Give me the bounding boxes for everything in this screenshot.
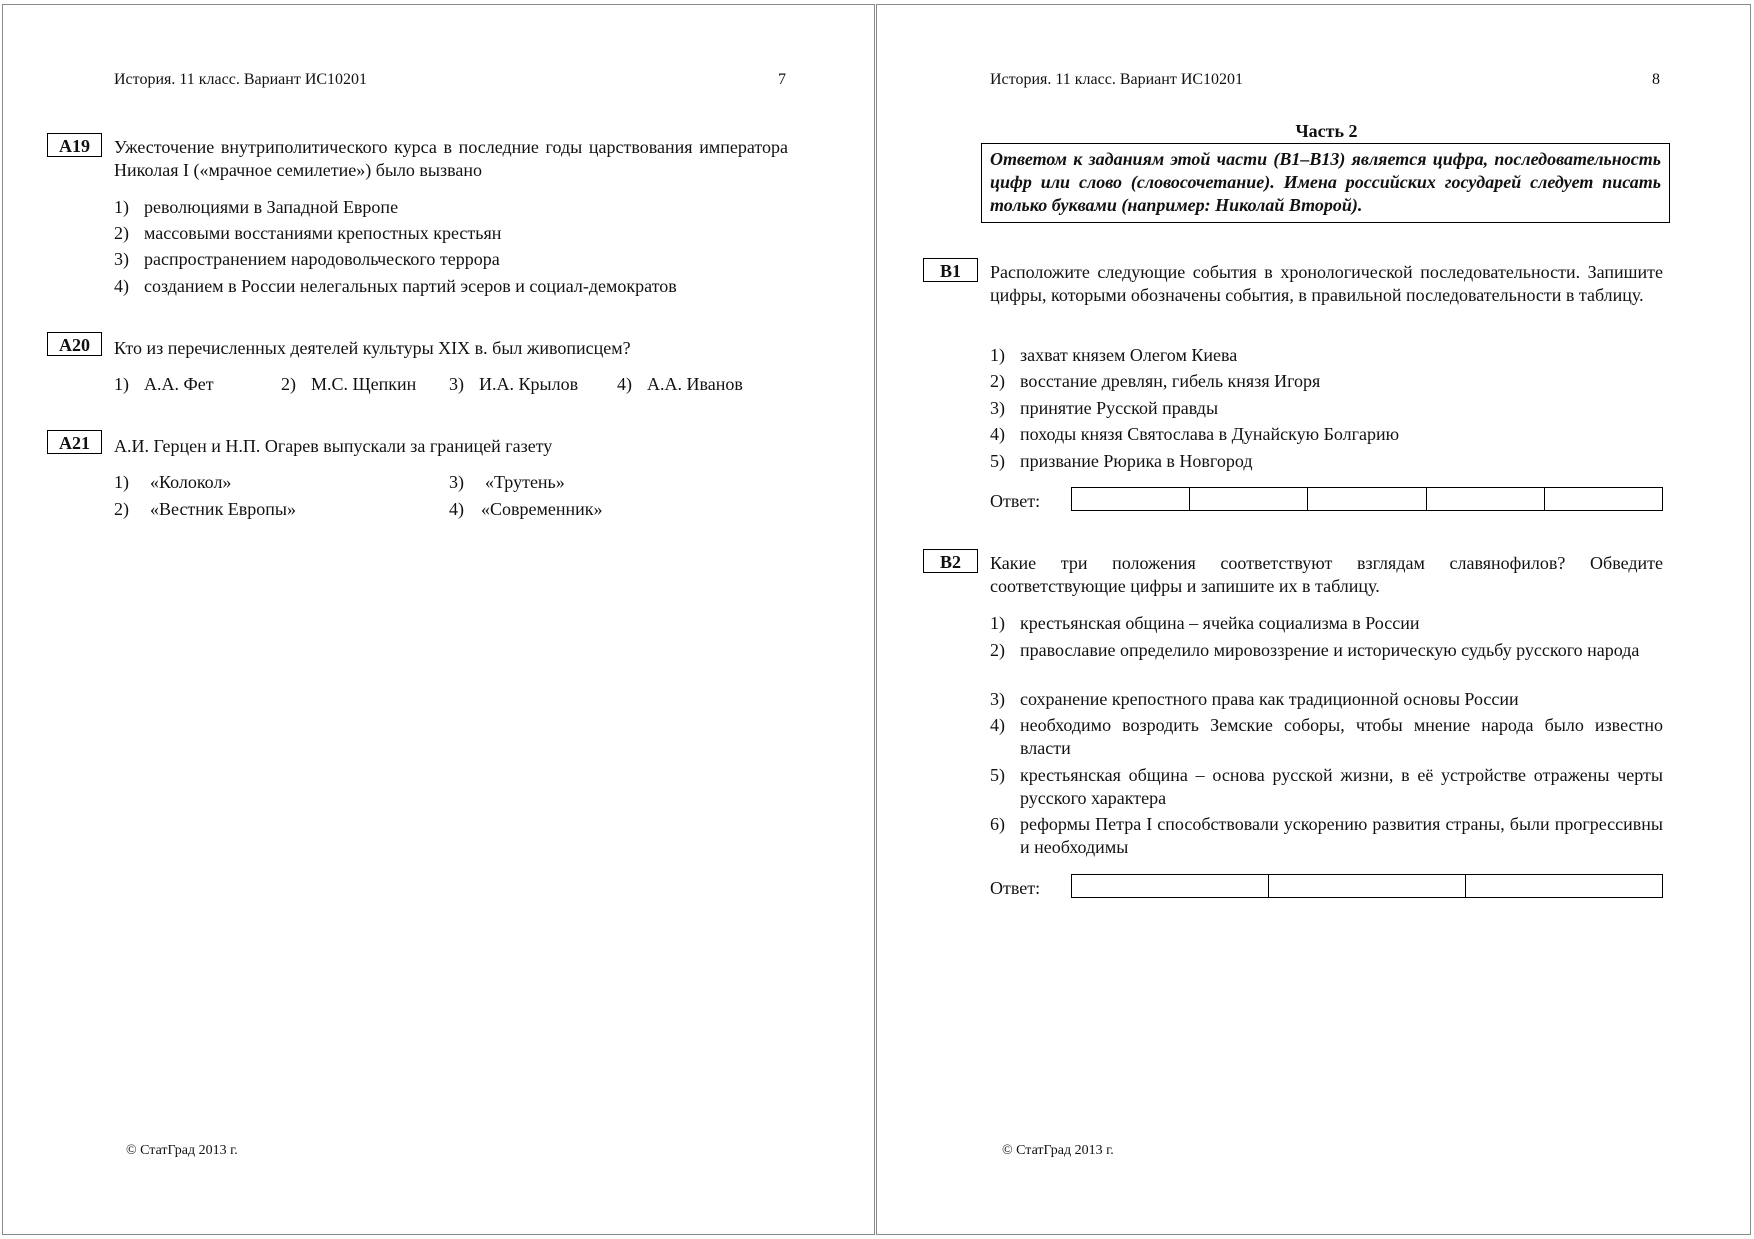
option-number: 1) [990,613,1005,633]
option [990,612,1663,635]
option-number: 3) [449,374,464,394]
option [990,714,1663,760]
option-text: «Современник» [481,499,603,519]
option-text: захват князем Олегом Киева [1020,345,1238,365]
option-number: 1) [114,197,129,217]
question-label: А21 [47,430,102,454]
option [281,373,416,396]
question-text: Кто из перечисленных деятелей культуры XIX в. был живописцем? [114,338,631,358]
option-text: сохранение крепостного права как традиционной основы России [1020,689,1519,709]
option-text: А.А. Иванов [647,374,743,394]
option [990,688,1663,711]
option-number: 3) [449,472,464,492]
option-number: 3) [990,398,1005,418]
answer-cell[interactable] [1269,875,1466,898]
option-text: «Колокол» [150,472,232,492]
option-number: 1) [114,472,129,492]
option [449,471,565,494]
option-number: 6) [990,814,1005,834]
option [990,344,1237,367]
option-text: И.А. Крылов [479,374,579,394]
answer-table [1071,874,1663,898]
option-text: православие определило мировоззрение и историческую судьбу русского народа [1020,640,1640,660]
option-number: 1) [114,374,129,394]
answer-cell[interactable] [1426,488,1544,511]
page-footer: © СтатГрад 2013 г. [126,1143,238,1158]
answer-cell[interactable] [1072,488,1190,511]
option [990,423,1399,446]
option-text: М.С. Щепкин [311,374,417,394]
option [990,813,1663,859]
question-text: Расположите следующие события в хронологической последовательности. Запишите цифры, которыми обозначены события, в правильной последовательности в таблицу. [990,262,1663,305]
option-text: необходимо возродить Земские соборы, чтобы мнение народа было известно власти [1020,715,1663,758]
option [990,397,1218,420]
option [990,639,1663,662]
option-text: распространением народовольческого террора [144,249,500,269]
option-text: «Вестник Европы» [150,499,297,519]
page-header: История. 11 класс. Вариант ИС10201 [990,71,1244,88]
option-text: А.А. Фет [144,374,214,394]
option [114,275,677,298]
option-text: восстание древлян, гибель князя Игоря [1020,371,1321,391]
option [114,196,398,219]
option [449,373,578,396]
answer-label: Ответ: [990,878,1041,898]
option-number: 2) [281,374,296,394]
option-text: «Трутень» [485,472,565,492]
option [990,764,1663,810]
option-text: принятие Русской правды [1020,398,1219,418]
page-number: 7 [778,71,786,88]
option-text: революциями в Западной Европе [144,197,399,217]
option-number: 2) [114,499,129,519]
option-text: походы князя Святослава в Дунайскую Болгарию [1020,424,1400,444]
option-number: 1) [990,345,1005,365]
option [114,498,296,521]
page-number: 8 [1652,71,1660,88]
question-text: Ужесточение внутриполитического курса в последние годы царствования императора Николая I («мрачное семилетие») было вызвано [114,137,788,180]
question-label: В1 [923,258,978,282]
option [114,222,501,245]
option-number: 5) [990,765,1005,785]
question-label: В2 [923,549,978,573]
option [990,450,1253,473]
option [990,370,1320,393]
option-text: реформы Петра I способствовали ускорению развития страны, были прогрессивны и необходимы [1020,814,1663,857]
option-number: 4) [449,499,464,519]
option-number: 3) [114,249,129,269]
option-text: крестьянская община – основа русской жизни, в её устройстве отражены черты русского характера [1020,765,1663,808]
option-number: 4) [990,715,1005,735]
page-header: История. 11 класс. Вариант ИС10201 [114,71,368,88]
option-text: созданием в России нелегальных партий эсеров и социал-демократов [144,276,677,296]
option-number: 3) [990,689,1005,709]
question-text: А.И. Герцен и Н.П. Огарев выпускали за границей газету [114,436,553,456]
answer-label: Ответ: [990,491,1041,511]
option [449,498,603,521]
answer-cell[interactable] [1072,875,1269,898]
option-number: 4) [990,424,1005,444]
option [114,248,500,271]
answer-cell[interactable] [1190,488,1308,511]
option-text: массовыми восстаниями крепостных крестьян [144,223,502,243]
left-page [2,4,875,1235]
part-title: Часть 2 [1295,121,1358,141]
option-number: 2) [114,223,129,243]
option-number: 4) [617,374,632,394]
option-text: крестьянская община – ячейка социализма в России [1020,613,1420,633]
question-label: А20 [47,332,102,356]
option [617,373,743,396]
page-footer: © СтатГрад 2013 г. [1002,1143,1114,1158]
option [114,373,214,396]
answer-cell[interactable] [1544,488,1662,511]
option-number: 2) [990,640,1005,660]
option-number: 4) [114,276,129,296]
answer-table [1071,487,1663,511]
question-label: А19 [47,133,102,157]
option-number: 2) [990,371,1005,391]
part-instructions: Ответом к заданиям этой части (В1–В13) является цифра, последовательность цифр или слово (словосочетание). Имена российских государей следует писать только буквами (например: Николай Второй). [981,143,1670,223]
option-text: призвание Рюрика в Новгород [1020,451,1253,471]
answer-cell[interactable] [1308,488,1426,511]
right-page [876,4,1751,1235]
option-number: 5) [990,451,1005,471]
question-text: Какие три положения соответствуют взглядам славянофилов? Обведите соответствующие цифры и запишите их в таблицу. [990,553,1663,596]
option [114,471,231,494]
answer-cell[interactable] [1466,875,1663,898]
